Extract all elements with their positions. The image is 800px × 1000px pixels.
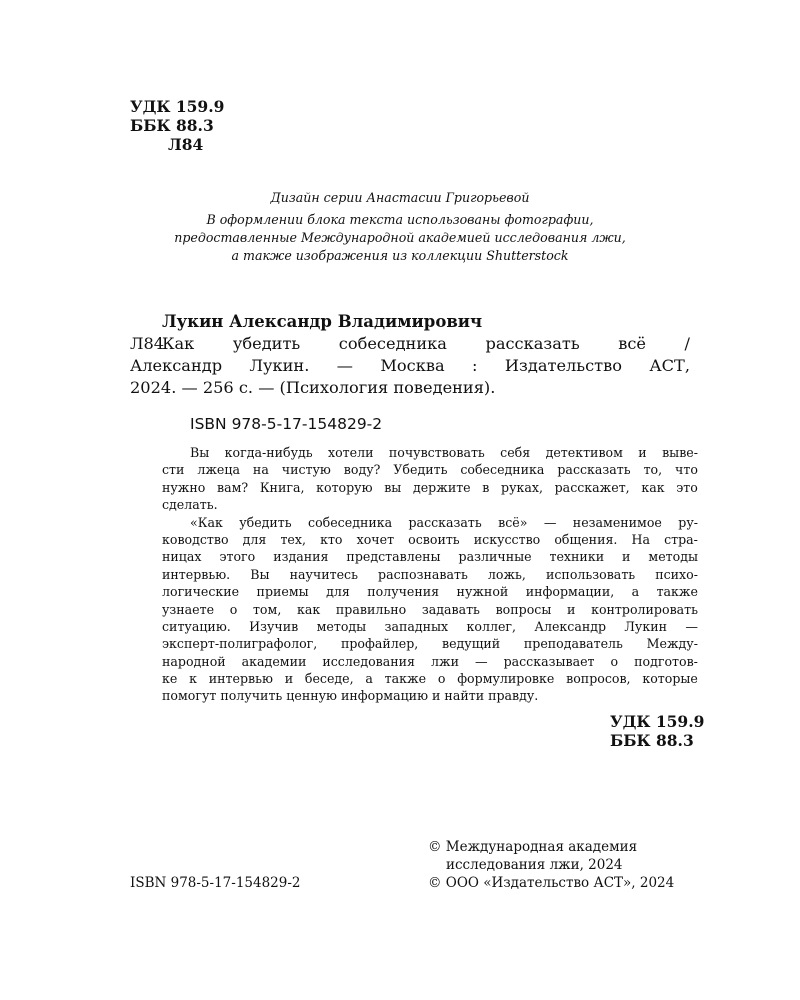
word: тех, [280, 531, 306, 547]
word: этого [219, 549, 256, 565]
word: незаменимое [572, 514, 662, 530]
word: профайлер, [340, 636, 419, 652]
word: рассказать [485, 334, 580, 353]
word: которые [642, 671, 698, 687]
word: : [472, 356, 478, 375]
word: ситуацию. [162, 618, 231, 634]
word: народной [162, 653, 226, 669]
word: западных [384, 618, 449, 634]
word: — [685, 618, 698, 634]
word: том, [252, 601, 282, 617]
annotation-line [162, 653, 698, 670]
annotation-line [162, 548, 698, 565]
annotation [162, 444, 702, 705]
udk-code: УДК 159.9 [130, 97, 225, 116]
word: Изучив [249, 618, 299, 634]
annotation-line [162, 444, 698, 461]
photo-credit-line: В оформлении блока текста использованы фотографии, [206, 212, 594, 227]
annotation-line [162, 479, 698, 496]
annotation-line: помогут получить ценную информацию и найти правду. [162, 688, 539, 704]
photo-credit-line: а также изображения из коллекции Shutterstock [231, 248, 569, 263]
word: техники [549, 549, 605, 565]
annotation-line [162, 514, 698, 531]
word: руках, [501, 479, 543, 495]
word: собеседника [338, 334, 447, 353]
word: которую [316, 479, 373, 495]
word: ководство [162, 531, 229, 547]
annotation-line: сделать. [162, 497, 218, 513]
word: распознавать [378, 566, 468, 582]
word: чистую [281, 462, 331, 478]
word: рассказать [557, 462, 631, 478]
word: лжеца [197, 462, 240, 478]
word: На [631, 531, 650, 547]
word: хотели [328, 445, 374, 460]
catalog-line-2 [130, 355, 690, 377]
word: узнаете [162, 601, 215, 617]
word: также [656, 584, 698, 600]
word: а [631, 584, 640, 600]
word: информации, [525, 584, 615, 600]
word: и [638, 445, 647, 460]
word: Между- [646, 636, 698, 652]
word: Александр [534, 618, 607, 634]
word: как [296, 601, 321, 617]
word: АСТ, [649, 356, 690, 375]
word: Лукин [624, 618, 667, 634]
catalog-line-1 [162, 333, 690, 355]
word: это [676, 479, 698, 495]
word: Издательство [504, 356, 622, 375]
word: о [229, 601, 238, 617]
word: хочет [356, 531, 395, 547]
copyright-publisher: © ООО «Издательство АСТ», 2024 [428, 875, 675, 891]
word: нужной [456, 584, 509, 600]
annotation-line [162, 635, 698, 652]
word: детективом [545, 445, 623, 460]
word: психо- [655, 566, 698, 582]
word: ложь, [487, 566, 526, 582]
word: различные [458, 549, 532, 565]
word: вы [384, 479, 402, 495]
word: — [336, 356, 353, 375]
word: Книга, [259, 479, 305, 495]
word: выве- [662, 445, 698, 460]
word: освоить [408, 531, 460, 547]
word: представлены [346, 549, 441, 565]
word: сти [162, 462, 185, 478]
word: себя [500, 445, 531, 460]
word: воду? [343, 462, 381, 478]
word: вопросы [495, 601, 552, 617]
word: убедить [232, 334, 301, 353]
word: ке [162, 671, 178, 687]
word: Как [162, 334, 195, 353]
word: расскажет, [554, 479, 630, 495]
word: — [543, 514, 557, 530]
catalog-author-mark: Л84 [130, 334, 165, 353]
word: к [189, 671, 197, 687]
word: Вы [250, 566, 270, 582]
word: беседе, [304, 671, 354, 687]
annotation-line [162, 583, 698, 600]
catalog-author: Лукин Александр Владимирович [162, 312, 483, 331]
series-design-credit: Дизайн серии Анастасии Григорьевой [270, 190, 530, 205]
word: а [365, 671, 373, 687]
annotation-line [162, 461, 698, 478]
annotation-line [162, 531, 698, 548]
annotation-line [162, 601, 698, 618]
word: собеседника [460, 462, 545, 478]
word: лжи [430, 653, 459, 669]
word: ру- [678, 514, 698, 530]
word: для [326, 584, 350, 600]
annotation-line [162, 670, 698, 687]
word: вам? [217, 479, 249, 495]
author-mark: Л84 [168, 135, 204, 154]
word: Убедить [393, 462, 448, 478]
word: всё» [498, 514, 528, 530]
copyright-academy-line: © Международная академия [428, 839, 638, 855]
word: Вы [190, 445, 210, 460]
bbk-code: ББК 88.3 [130, 116, 214, 135]
word: контролировать [591, 601, 698, 617]
word: ведущий [441, 636, 501, 652]
word: издания [273, 549, 329, 565]
word: приемы [256, 584, 309, 600]
word: методы [648, 549, 698, 565]
copyright-isbn: ISBN 978-5-17-154829-2 [130, 875, 301, 891]
word: общения. [554, 531, 618, 547]
word: «Как [190, 514, 223, 530]
word: и [284, 671, 294, 687]
word: интервью. [162, 566, 231, 582]
word: академии [241, 653, 307, 669]
word: о [610, 653, 619, 669]
annotation-line [162, 566, 698, 583]
word: преподаватель [523, 636, 623, 652]
word: Лукин. [249, 356, 310, 375]
word: Александр [130, 356, 223, 375]
word: формулировке [457, 671, 555, 687]
word: что [675, 462, 698, 478]
footer-bbk-code: ББК 88.3 [610, 731, 694, 750]
word: исследования [322, 653, 415, 669]
word: о [437, 671, 446, 687]
word: стра- [664, 531, 698, 547]
word: вопросов, [566, 671, 631, 687]
word: подготов- [634, 653, 698, 669]
catalog-isbn: ISBN 978-5-17-154829-2 [190, 415, 383, 433]
word: кто [320, 531, 343, 547]
word: собеседника [308, 514, 393, 530]
word: — [474, 653, 488, 669]
word: всё [618, 334, 646, 353]
footer-udk-code: УДК 159.9 [610, 712, 705, 731]
photo-credit-line: предоставленные Международной академией исследования лжи, [174, 230, 626, 245]
word: на [252, 462, 269, 478]
word: и [622, 549, 631, 565]
catalog-line-3: 2024. — 256 с. — (Психология поведения). [130, 378, 496, 397]
word: то, [643, 462, 663, 478]
word: когда-нибудь [224, 445, 313, 460]
word: Москва [380, 356, 445, 375]
annotation-line [162, 618, 698, 635]
copyright-academy-line: исследования лжи, 2024 [446, 857, 623, 873]
word: почувствовать [388, 445, 485, 460]
word: для [242, 531, 267, 547]
word: задавать [421, 601, 480, 617]
word: методы [316, 618, 367, 634]
word: и [567, 601, 576, 617]
word: интервью [208, 671, 273, 687]
word: убедить [239, 514, 292, 530]
word: логические [162, 584, 240, 600]
word: эксперт-полиграфолог, [162, 636, 318, 652]
word: в [482, 479, 490, 495]
word: правильно [335, 601, 407, 617]
word: как [641, 479, 665, 495]
word: научитесь [289, 566, 358, 582]
word: рассказать [408, 514, 482, 530]
word: рассказывает [503, 653, 595, 669]
word: получения [367, 584, 440, 600]
word: искусство [473, 531, 541, 547]
word: ницах [162, 549, 202, 565]
word: / [684, 334, 690, 353]
word: использовать [545, 566, 636, 582]
word: также [384, 671, 427, 687]
word: нужно [162, 479, 206, 495]
word: коллег, [466, 618, 517, 634]
word: держите [412, 479, 471, 495]
